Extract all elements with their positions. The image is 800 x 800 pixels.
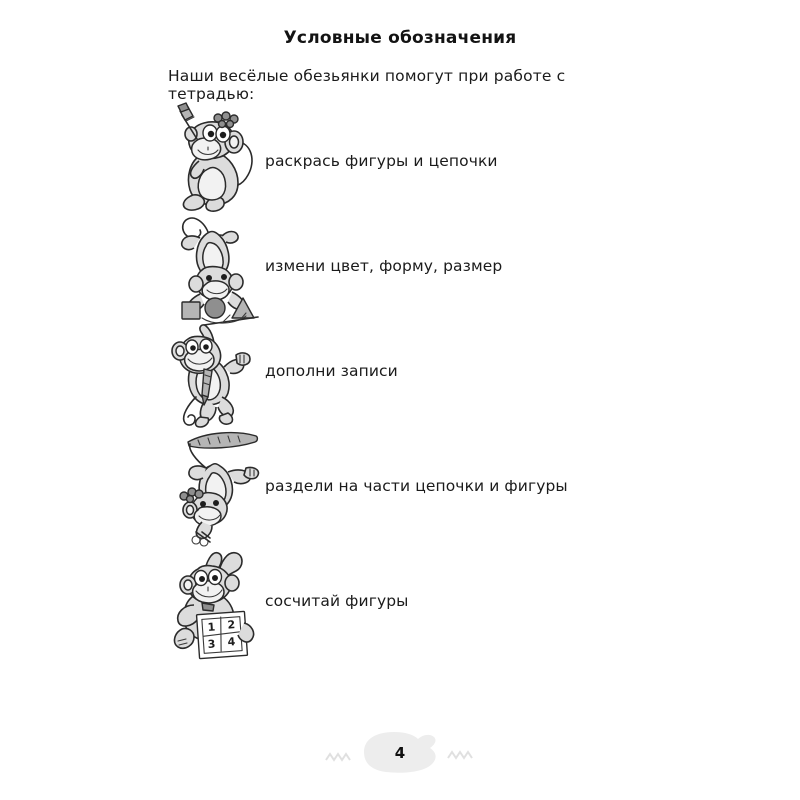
list-item-label: раздели на части цепочки и фигуры [265,476,568,495]
list-item [0,543,800,658]
card-number-3: 3 [207,637,216,651]
list-item [0,103,800,218]
page-number: 4 [394,744,406,762]
monkey-with-number-card-icon [166,543,262,658]
monkey-with-paintbrush-icon [166,103,262,218]
list-item-label: раскрась фигуры и цепочки [265,151,498,170]
list-item-label: измени цвет, форму, размер [265,256,503,275]
list-item [0,208,800,323]
list-item-label: сосчитай фигуры [265,591,409,610]
intro-text: Наши весёлые обезьянки помогут при работе с тетрадью: [168,67,566,103]
page-title: Условные обозначения [283,28,517,48]
monkey-with-scissors-icon [166,428,262,543]
card-number-4: 4 [227,635,236,649]
card-number-2: 2 [227,618,236,632]
list-item [0,428,800,543]
list-item-label: дополни записи [265,361,398,380]
monkey-hanging-with-shapes-icon [166,208,262,323]
card-number-1: 1 [207,620,216,634]
monkey-with-pencil-icon [166,313,262,428]
list-item [0,313,800,428]
